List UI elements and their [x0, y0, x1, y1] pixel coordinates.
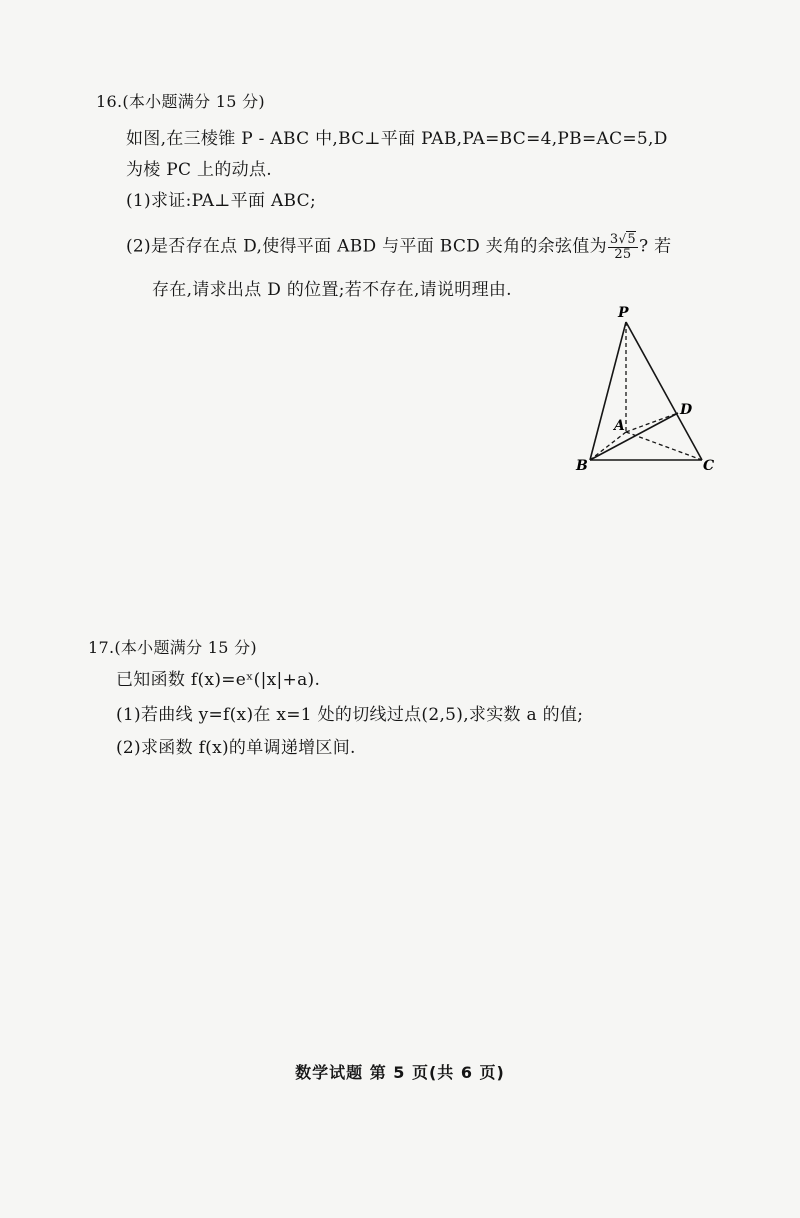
q16-part2-text: (2)是否存在点 D,使得平面 ABD 与平面 BCD 夹角的余弦值为	[126, 236, 607, 257]
q16-stem-line2: 为棱 PC 上的动点.	[126, 160, 272, 180]
q16-stem-line1: 如图,在三棱锥 P - ABC 中,BC⊥平面 PAB,PA=BC=4,PB=AC=5,D	[126, 129, 668, 149]
square-root	[618, 232, 636, 247]
q17-part2: (2)求函数 f(x)的单调递增区间.	[116, 738, 356, 758]
edge-PB	[590, 322, 626, 460]
q16-part1: (1)求证:PA⊥平面 ABC;	[126, 191, 316, 211]
label-A: A	[614, 418, 625, 434]
edge-BD	[590, 413, 678, 460]
fraction-numerator	[608, 232, 638, 248]
q17-part1: (1)若曲线 y=f(x)在 x=1 处的切线过点(2,5),求实数 a 的值;	[116, 705, 584, 725]
q16-part2	[126, 232, 671, 262]
cosine-fraction	[608, 232, 638, 262]
fraction-denominator: 25	[614, 247, 632, 262]
label-C: C	[703, 458, 715, 474]
q16-part2-line2: 存在,请求出点 D 的位置;若不存在,请说明理由.	[152, 280, 512, 300]
q16-part2-tail: ? 若	[638, 236, 672, 257]
q17-stem: 已知函数 f(x)=eˣ(|x|+a).	[116, 670, 321, 690]
label-P: P	[618, 305, 629, 321]
q16-header: 16.(本小题满分 15 分)	[96, 92, 265, 111]
label-B: B	[576, 458, 588, 474]
edge-PC	[626, 322, 702, 460]
tetrahedron-figure	[570, 300, 720, 480]
radicand: 5	[627, 232, 636, 247]
edge-AD	[626, 413, 678, 432]
page-footer: 数学试题 第 5 页(共 6 页)	[295, 1063, 505, 1082]
label-D: D	[680, 402, 693, 418]
edge-AC	[626, 432, 702, 460]
q17-header: 17.(本小题满分 15 分)	[88, 638, 257, 657]
fraction-coefficient: 3	[609, 232, 619, 247]
radical-sign: √	[618, 232, 627, 246]
